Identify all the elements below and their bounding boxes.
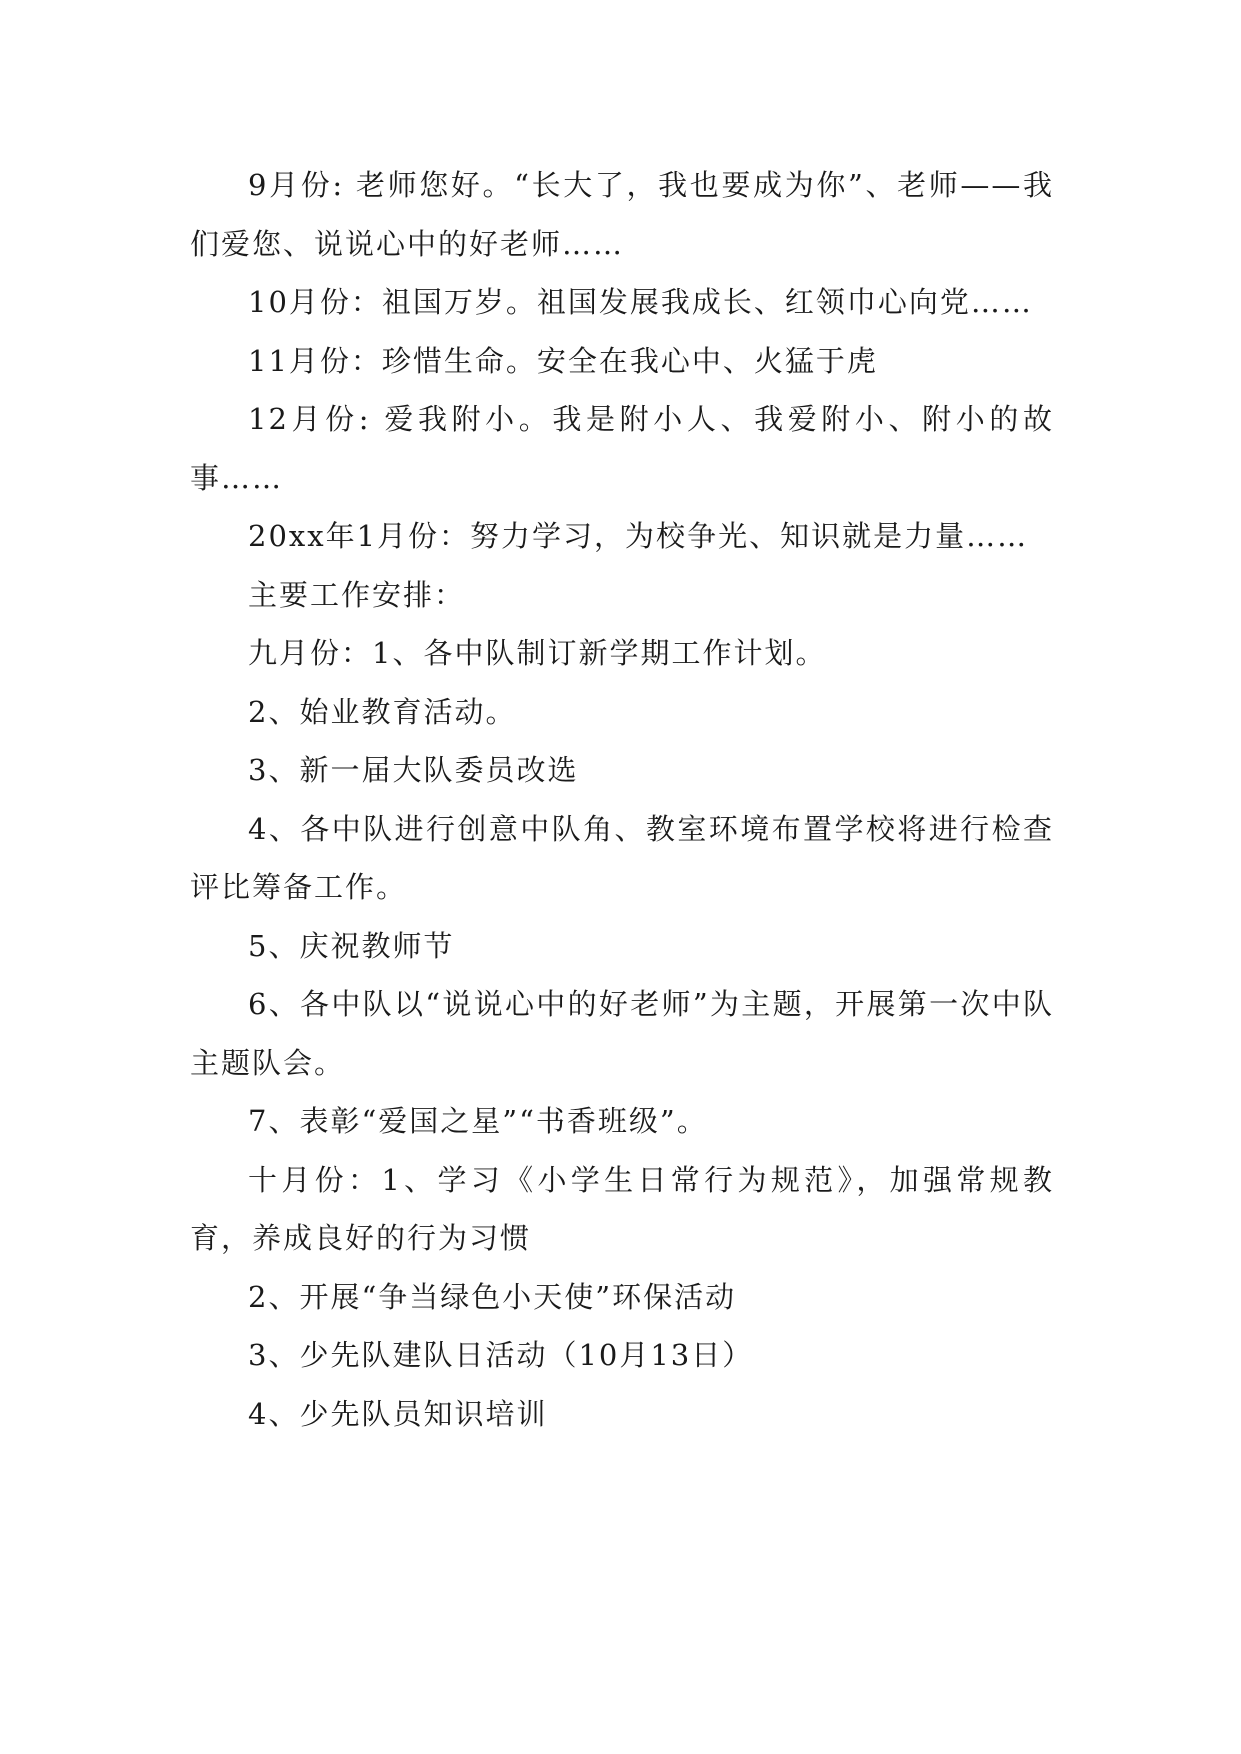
paragraph-september-item-7: 7、表彰“爱国之星”“书香班级”。: [248, 1104, 708, 1138]
paragraph-january-theme: 20xx年1月份：努力学习，为校争光、知识就是力量……: [248, 519, 1029, 553]
paragraph-november-theme: 11月份：珍惜生命。安全在我心中、火猛于虎: [248, 343, 878, 378]
paragraph-september-theme: 9月份: 老师您好。“长大了，我也要成为你”、老师——我们爱您、说说心中的好老师……: [190, 168, 1054, 261]
paragraph-october-item-4: 4、少先队员知识培训: [248, 1396, 548, 1431]
paragraph-october-item-1: 十月份：1、学习《小学生日常行为规范》，加强常规教育，养成良好的行为习惯: [190, 1162, 1054, 1255]
paragraph-september-item-4: 4、各中队进行创意中队角、教室环境布置学校将进行检查评比筹备工作。: [190, 811, 1054, 904]
paragraph-september-item-3: 3、新一届大队委员改选: [248, 753, 579, 787]
paragraph-september-item-6: 6、各中队以“说说心中的好老师”为主题，开展第一次中队主题队会。: [190, 987, 1054, 1080]
paragraph-october-item-2: 2、开展“争当绿色小天使”环保活动: [248, 1279, 737, 1314]
paragraph-september-item-2: 2、始业教育活动。: [248, 694, 517, 729]
paragraph-october-item-3: 3、少先队建队日活动（10月13日）: [248, 1338, 754, 1372]
paragraph-september-item-1: 九月份：1、各中队制订新学期工作计划。: [248, 636, 827, 670]
paragraph-september-item-5: 5、庆祝教师节: [248, 928, 455, 963]
document-body: [190, 156, 1054, 1443]
paragraph-october-theme: 10月份：祖国万岁。祖国发展我成长、红领巾心向党……: [248, 285, 1033, 319]
section-heading-work-arrangement: 主要工作安排：: [248, 577, 466, 612]
paragraph-december-theme: 12月份: 爱我附小。我是附小人、我爱附小、附小的故事……: [190, 402, 1054, 495]
